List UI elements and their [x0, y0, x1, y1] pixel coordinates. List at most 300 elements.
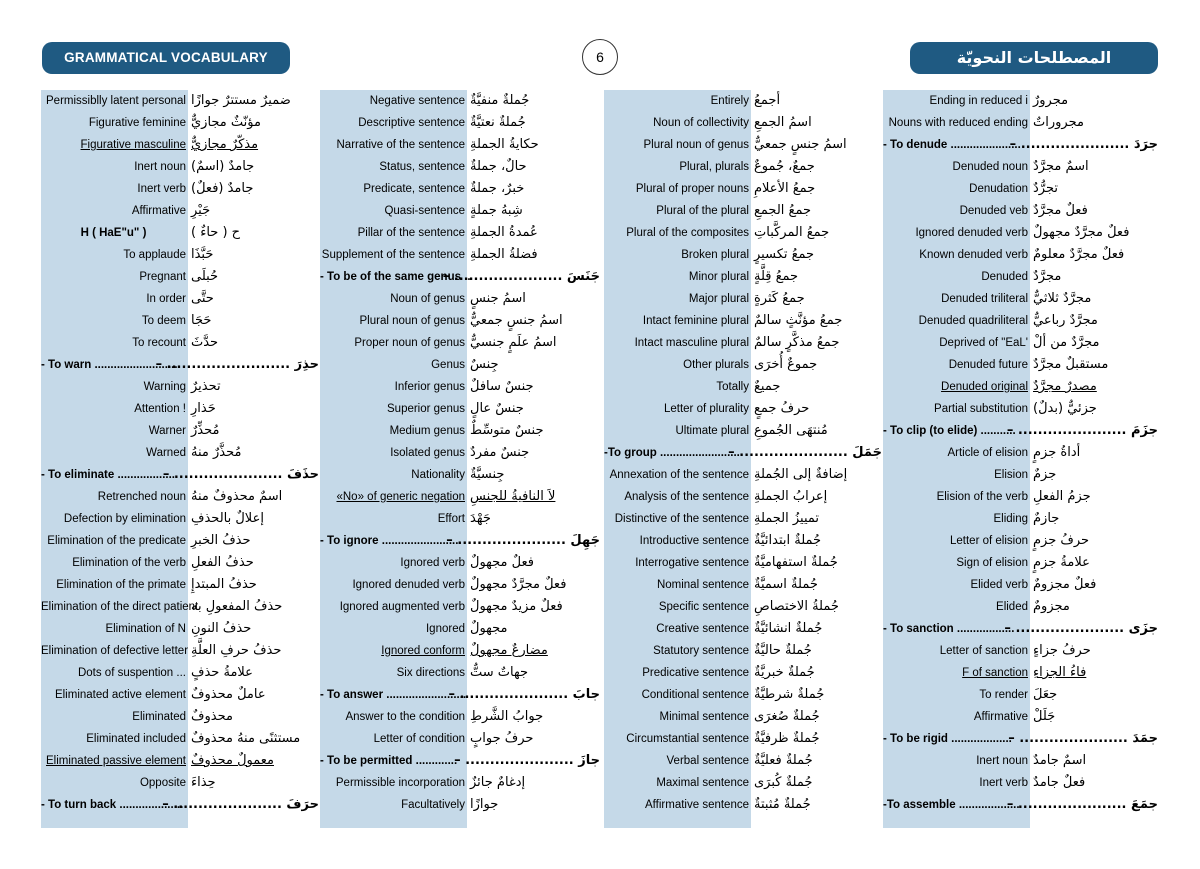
glossary-row: [604, 420, 882, 442]
english-term: Denuded veb: [959, 205, 1028, 217]
arabic-term: اسمُ جنسٍ: [470, 291, 526, 306]
glossary-row: [41, 200, 319, 222]
arabic-term: جُملةٌ خبريَّةٌ: [754, 665, 815, 680]
arabic-term: ضميرٌ مستترٌ جوازًا: [191, 93, 291, 108]
glossary-row: [41, 156, 319, 178]
arabic-term: مستقبلٌ مجرَّدٌ: [1033, 357, 1109, 372]
glossary-column-3: [604, 90, 882, 828]
glossary-row: [604, 794, 882, 816]
arabic-term: حذفُ المبتدإِ: [191, 577, 257, 592]
arabic-term: جَيْرِ: [191, 203, 211, 218]
english-term: Inert verb: [137, 183, 186, 195]
english-term: Other plurals: [683, 359, 749, 371]
glossary-row: [883, 706, 1158, 728]
english-term: Letter of sanction: [939, 645, 1028, 657]
glossary-row: [883, 750, 1158, 772]
glossary-row: [604, 222, 882, 244]
english-term: Effort: [437, 513, 465, 525]
arabic-term: مجرَّدٌ رباعيٌّ: [1033, 313, 1098, 328]
glossary-row: [41, 618, 319, 640]
root-heading-row: [883, 134, 1158, 156]
arabic-term: شِبهُ جملةٍ: [470, 203, 523, 218]
root-heading-row: [883, 618, 1158, 640]
glossary-row: [41, 662, 319, 684]
glossary-row: [41, 750, 319, 772]
english-term: H ( HaE"u" ): [80, 227, 147, 239]
arabic-term: فعلٌ مجهولٌ: [470, 555, 534, 570]
arabic-term: إعلالٌ بالحذفِ: [191, 511, 264, 526]
arabic-term: جمعُ الجمعِ: [754, 203, 812, 218]
glossary-row: [883, 530, 1158, 552]
english-term: Minimal sentence: [659, 711, 749, 723]
english-term: Elimination of the predicate: [47, 535, 186, 547]
english-term: Answer to the condition: [345, 711, 465, 723]
root-heading-row: [41, 794, 319, 816]
glossary-row: [604, 156, 882, 178]
glossary-row: [604, 640, 882, 662]
english-term: Facultatively: [401, 799, 465, 811]
arabic-term: فعلٌ مجرَّدٌ معلومٌ: [1033, 247, 1125, 262]
root-heading-row: [41, 354, 319, 376]
glossary-row: [320, 332, 600, 354]
english-term: Known denuded verb: [919, 249, 1028, 261]
glossary-row: [41, 530, 319, 552]
english-term: Negative sentence: [369, 95, 465, 107]
arabic-term: حَبَّذَا: [191, 247, 214, 262]
glossary-row: [320, 90, 600, 112]
arabic-term: ح ( حاءٌ ): [191, 225, 241, 240]
english-term: - To sanction ..................: [883, 623, 1015, 635]
arabic-term: حِذاءَ: [191, 775, 216, 790]
arabic-term: فعلٌ مجرَّدٌ مجهولٌ: [1033, 225, 1130, 240]
page-number: 6: [582, 39, 618, 75]
english-term: Elimination of the primate: [56, 579, 186, 591]
arabic-term: جزمٌ: [1033, 467, 1057, 482]
english-term: Ending in reduced i: [929, 95, 1028, 107]
arabic-term: فعلٌ مجزومٌ: [1033, 577, 1097, 592]
english-term: - To turn back ....................: [41, 799, 184, 811]
arabic-term: أداةُ جزمٍ: [1033, 445, 1081, 460]
english-term: Elided verb: [970, 579, 1028, 591]
glossary-row: [320, 552, 600, 574]
arabic-term: حذفُ المفعولِ به: [191, 599, 283, 614]
glossary-row: [320, 706, 600, 728]
english-term: Denudation: [969, 183, 1028, 195]
arabic-term: حرفُ جزاءٍ: [1033, 643, 1091, 658]
arabic-term: جُملةُ الاختصاصِ: [754, 599, 839, 614]
english-term: Plural of the plural: [656, 205, 749, 217]
english-term: Distinctive of the sentence: [614, 513, 749, 525]
arabic-term: حتَّى: [191, 291, 214, 306]
arabic-term: جزمُ الفعلِ: [1033, 489, 1091, 504]
english-term: Proper noun of genus: [354, 337, 465, 349]
root-heading-row: [320, 750, 600, 772]
arabic-term: فعلٌ مزيدٌ مجهولٌ: [470, 599, 563, 614]
arabic-term: جمعُ مذكَّرٍ سالمٌ: [754, 335, 840, 350]
arabic-term: جنسٌ مفردٌ: [470, 445, 530, 460]
arabic-term: جِنسٌ: [470, 357, 499, 372]
arabic-term: جمعُ مؤنَّثٍ سالمٌ: [754, 313, 843, 328]
english-term: Maximal sentence: [656, 777, 749, 789]
glossary-row: [320, 222, 600, 244]
english-term: Entirely: [710, 95, 749, 107]
arabic-term: فعلٌ مجرَّدٌ: [1033, 203, 1088, 218]
glossary-row: [320, 574, 600, 596]
arabic-term: فعلٌ جامدٌ: [1033, 775, 1086, 790]
arabic-term: حَجَا: [191, 313, 212, 328]
arabic-term: اسمٌ محذوفٌ منهُ: [191, 489, 283, 504]
english-term: Warned: [146, 447, 186, 459]
arabic-term: حذفُ حرفِ العلَّةِ: [191, 643, 282, 658]
arabic-term: حرَفَ ...................... –: [162, 797, 319, 812]
glossary-row: [41, 728, 319, 750]
arabic-term: جعَلَ: [1033, 687, 1058, 702]
glossary-row: [41, 376, 319, 398]
english-term: Letter of condition: [373, 733, 465, 745]
glossary-row: [41, 288, 319, 310]
arabic-term: مجرَّدٌ ثلاثيٌّ: [1033, 291, 1092, 306]
glossary-row: [604, 134, 882, 156]
glossary-row: [41, 90, 319, 112]
english-term: - To warn ..........................: [41, 359, 178, 371]
english-term: - To denude ......................: [883, 139, 1021, 151]
english-term: Permissible incorporation: [335, 777, 465, 789]
arabic-term: اسمٌ جامدٌ: [1033, 753, 1087, 768]
english-term: Eliminated passive element: [46, 755, 186, 767]
glossary-row: [41, 134, 319, 156]
english-term: Circumstantial sentence: [626, 733, 749, 745]
glossary-row: [41, 508, 319, 530]
arabic-term: مصدرٌ مجرَّدٌ: [1033, 379, 1097, 394]
glossary-row: [41, 772, 319, 794]
arabic-term: حَذارِ: [191, 401, 216, 416]
english-term: Elimination of defective letter: [41, 645, 189, 657]
english-term: To deem: [141, 315, 186, 327]
arabic-term: مجروراتٌ: [1033, 115, 1084, 130]
glossary-row: [41, 112, 319, 134]
glossary-row: [604, 772, 882, 794]
glossary-row: [320, 772, 600, 794]
glossary-row: [604, 464, 882, 486]
english-term: Inert noun: [976, 755, 1028, 767]
glossary-row: [41, 640, 319, 662]
arabic-term: حذفُ الخبرِ: [191, 533, 251, 548]
arabic-term: جوابُ الشَّرطِ: [470, 709, 544, 724]
arabic-term: جُملةٌ صُغرَى: [754, 709, 820, 724]
glossary-row: [320, 244, 600, 266]
glossary-row: [883, 640, 1158, 662]
arabic-term: جُملةٌ مُثبتةٌ: [754, 797, 811, 812]
arabic-term: جُملةٌ اسميَّةٌ: [754, 577, 818, 592]
english-term: To applaude: [123, 249, 186, 261]
glossary-row: [883, 574, 1158, 596]
english-term: - To be of the same genus ..: [320, 271, 471, 283]
arabic-term: جمَدَ ...................... –: [1008, 731, 1158, 746]
english-term: - To clip (to elide) ...........: [883, 425, 1016, 437]
arabic-term: اسمُ الجمعِ: [754, 115, 812, 130]
arabic-term: جمعُ تكسيرٍ: [754, 247, 815, 262]
glossary-row: [604, 574, 882, 596]
arabic-term: حذفُ الفعلِ: [191, 555, 254, 570]
arabic-term: جازَ ...................... –: [454, 753, 600, 768]
glossary-row: [883, 376, 1158, 398]
english-term: Isolated genus: [390, 447, 465, 459]
english-term: Analysis of the sentence: [624, 491, 749, 503]
english-term: Elimination of N: [105, 623, 186, 635]
english-term: Broken plural: [681, 249, 749, 261]
arabic-term: حالٌ، جملةٌ: [470, 159, 527, 174]
english-term: Letter of elision: [950, 535, 1028, 547]
glossary-row: [320, 134, 600, 156]
glossary-row: [604, 112, 882, 134]
arabic-term: جامدٌ (اسمٌ): [191, 159, 255, 174]
glossary-row: [320, 442, 600, 464]
arabic-term: مؤنّثٌ مجازيٌّ: [191, 115, 261, 130]
root-heading-row: [320, 530, 600, 552]
glossary-column-2: [320, 90, 600, 828]
arabic-term: مجزومٌ: [1033, 599, 1070, 614]
english-term: Plural of the composites: [626, 227, 749, 239]
arabic-term: فعلٌ مجرَّدٌ مجهولٌ: [470, 577, 567, 592]
english-term: Affirmative: [973, 711, 1028, 723]
glossary-column-4: [883, 90, 1158, 828]
english-term: «No» of generic negation: [336, 491, 465, 503]
english-term: Denuded: [981, 271, 1028, 283]
english-term: Totally: [716, 381, 749, 393]
glossary-row: [883, 90, 1158, 112]
english-term: Plural noun of genus: [643, 139, 749, 151]
glossary-row: [320, 200, 600, 222]
arabic-term: جمعُ كَثرةٍ: [754, 291, 805, 306]
glossary-row: [604, 508, 882, 530]
glossary-row: [320, 420, 600, 442]
glossary-row: [41, 420, 319, 442]
arabic-term: مجهولٌ: [470, 621, 508, 636]
arabic-term: مُحذَّرٌ منهُ: [191, 445, 242, 460]
glossary-row: [883, 772, 1158, 794]
english-term: Predicative sentence: [642, 667, 749, 679]
arabic-term: جَهْدَ: [470, 511, 491, 526]
header-left-title: GRAMMATICAL VOCABULARY: [42, 42, 290, 74]
root-heading-row: [883, 728, 1158, 750]
glossary-row: [320, 354, 600, 376]
english-term: Ignored: [425, 623, 465, 635]
arabic-term: اسمٌ مجرَّدٌ: [1033, 159, 1089, 174]
arabic-term: علامةُ حذفٍ: [191, 665, 253, 680]
glossary-row: [604, 684, 882, 706]
glossary-row: [883, 684, 1158, 706]
english-term: Plural noun of genus: [359, 315, 465, 327]
glossary-row: [41, 574, 319, 596]
glossary-row: [883, 508, 1158, 530]
english-term: Denuded quadriliteral: [918, 315, 1028, 327]
glossary-row: [604, 486, 882, 508]
arabic-term: تمييزُ الجملةِ: [754, 511, 820, 526]
english-term: Attention !: [134, 403, 186, 415]
english-term: Warning: [143, 381, 186, 393]
glossary-row: [41, 266, 319, 288]
english-term: Figurative masculine: [80, 139, 186, 151]
glossary-row: [604, 332, 882, 354]
english-term: Creative sentence: [656, 623, 749, 635]
glossary-row: [883, 244, 1158, 266]
arabic-term: حرفُ جزمٍ: [1033, 533, 1090, 548]
english-term: Ultimate plural: [675, 425, 749, 437]
arabic-term: جمعُ قِلَّةٍ: [754, 269, 799, 284]
glossary-row: [41, 706, 319, 728]
arabic-term: مضارعٌ مجهولٌ: [470, 643, 548, 658]
glossary-row: [883, 442, 1158, 464]
english-term: - To answer .........................: [320, 689, 467, 701]
english-term: Nationality: [411, 469, 465, 481]
english-term: Statutory sentence: [653, 645, 749, 657]
arabic-term: جمعٌ، جُموعٌ: [754, 159, 815, 174]
glossary-row: [41, 552, 319, 574]
glossary-row: [883, 464, 1158, 486]
english-term: Noun of collectivity: [653, 117, 749, 129]
english-term: Ignored verb: [400, 557, 465, 569]
arabic-term: مستثنًى منهُ محذوفٌ: [191, 731, 301, 746]
glossary-row: [41, 486, 319, 508]
arabic-term: جمعُ الأعلامِ: [754, 181, 816, 196]
glossary-row: [41, 310, 319, 332]
arabic-term: مُحذِّرٌ: [191, 423, 220, 438]
glossary-row: [883, 112, 1158, 134]
root-heading-row: [320, 266, 600, 288]
english-term: F of sanction: [962, 667, 1028, 679]
english-term: Elimination of the verb: [72, 557, 186, 569]
english-term: Letter of plurality: [663, 403, 749, 415]
glossary-row: [320, 508, 600, 530]
arabic-term: فاءُ الجزاءِ: [1033, 665, 1087, 680]
english-term: -To group ..........................: [604, 447, 744, 459]
arabic-term: حكايةُ الجملةِ: [470, 137, 539, 152]
arabic-term: عاملٌ محذوفٌ: [191, 687, 266, 702]
glossary-row: [604, 398, 882, 420]
root-heading-row: [604, 442, 882, 464]
glossary-row: [883, 596, 1158, 618]
glossary-row: [320, 178, 600, 200]
glossary-row: [320, 728, 600, 750]
arabic-term: جمَعَ ...................... –: [1006, 797, 1158, 812]
glossary-column-1: [41, 90, 319, 828]
english-term: Verbal sentence: [666, 755, 749, 767]
english-term: Denuded future: [948, 359, 1028, 371]
glossary-row: [604, 728, 882, 750]
english-term: Supplement of the sentence: [321, 249, 465, 261]
english-term: Article of elision: [947, 447, 1028, 459]
english-term: Major plural: [688, 293, 749, 305]
arabic-term: عُمدةُ الجملةِ: [470, 225, 538, 240]
english-term: Inert verb: [979, 777, 1028, 789]
arabic-term: أجمعُ: [754, 93, 781, 108]
english-term: Ignored denuded verb: [915, 227, 1028, 239]
arabic-term: مذكّرٌ مجازيٌّ: [191, 137, 259, 152]
arabic-term: فضلةُ الجملةِ: [470, 247, 538, 262]
english-term: Deprived of "EaL': [939, 337, 1028, 349]
arabic-term: حذَفَ ...................... –: [162, 467, 319, 482]
glossary-row: [604, 178, 882, 200]
glossary-row: [604, 662, 882, 684]
english-term: Inert noun: [134, 161, 186, 173]
arabic-term: جهاتٌ ستٌّ: [470, 665, 529, 680]
glossary-row: [883, 552, 1158, 574]
english-term: To recount: [132, 337, 186, 349]
glossary-row: [883, 222, 1158, 244]
glossary-row: [604, 310, 882, 332]
arabic-term: معمولٌ محذوفٌ: [191, 753, 274, 768]
arabic-term: جازمٌ: [1033, 511, 1060, 526]
glossary-row: [604, 200, 882, 222]
english-term: - To eliminate ...................: [41, 469, 179, 481]
glossary-row: [320, 310, 600, 332]
glossary-row: [883, 662, 1158, 684]
english-term: Descriptive sentence: [358, 117, 465, 129]
english-term: Retrenched noun: [97, 491, 186, 503]
english-term: Nominal sentence: [656, 579, 749, 591]
glossary-row: [604, 354, 882, 376]
english-term: Intact feminine plural: [642, 315, 749, 327]
arabic-term: جِنسيَّةٌ: [470, 467, 505, 482]
arabic-term: حُبلَى: [191, 269, 219, 284]
glossary-row: [320, 486, 600, 508]
arabic-term: جُملةٌ فعليَّةٌ: [754, 753, 813, 768]
english-term: Eliminated: [132, 711, 186, 723]
english-term: Ignored augmented verb: [339, 601, 465, 613]
english-term: Eliminated included: [86, 733, 186, 745]
english-term: Interrogative sentence: [635, 557, 749, 569]
glossary-row: [883, 288, 1158, 310]
glossary-row: [604, 266, 882, 288]
english-term: Plural of proper nouns: [635, 183, 749, 195]
english-term: Status, sentence: [379, 161, 465, 173]
glossary-row: [320, 464, 600, 486]
arabic-term: حذِرَ ......................... –: [155, 357, 319, 372]
english-term: Plural, plurals: [679, 161, 749, 173]
english-term: Medium genus: [389, 425, 465, 437]
english-term: Introductive sentence: [639, 535, 749, 547]
english-term: Six directions: [396, 667, 465, 679]
arabic-term: مجرورٌ: [1033, 93, 1069, 108]
english-term: Specific sentence: [658, 601, 749, 613]
english-term: Noun of genus: [390, 293, 465, 305]
glossary-row: [41, 222, 319, 244]
english-term: Eliminated active element: [54, 689, 186, 701]
arabic-term: اسمُ جنسٍ جمعيٌّ: [754, 137, 847, 152]
arabic-term: جُملةٌ ابتدائيَّةٌ: [754, 533, 822, 548]
arabic-term: جزَمَ ...................... –: [1006, 423, 1158, 438]
arabic-term: محذوفٌ: [191, 709, 233, 724]
arabic-term: لاَ النافيةُ للجنسِ: [470, 489, 556, 504]
arabic-term: إضافةٌ إلى الجُملةِ: [754, 467, 848, 482]
arabic-term: علامةُ جزمٍ: [1033, 555, 1090, 570]
arabic-term: جُملةٌ حاليَّةٌ: [754, 643, 812, 658]
english-term: - To ignore .........................: [320, 535, 462, 547]
glossary-row: [41, 332, 319, 354]
arabic-term: جُملةٌ منفيَّةٌ: [470, 93, 530, 108]
root-heading-row: [320, 684, 600, 706]
english-term: Elision: [994, 469, 1028, 481]
glossary-row: [604, 90, 882, 112]
glossary-row: [41, 442, 319, 464]
arabic-term: جابَ ...................... –: [448, 687, 600, 702]
arabic-term: جزئيٌّ (بدلٌ): [1033, 401, 1097, 416]
english-term: In order: [146, 293, 186, 305]
english-term: Defection by elimination: [63, 513, 186, 525]
english-term: Affirmative sentence: [645, 799, 749, 811]
arabic-term: حرفُ جوابٍ: [470, 731, 534, 746]
glossary-row: [883, 332, 1158, 354]
